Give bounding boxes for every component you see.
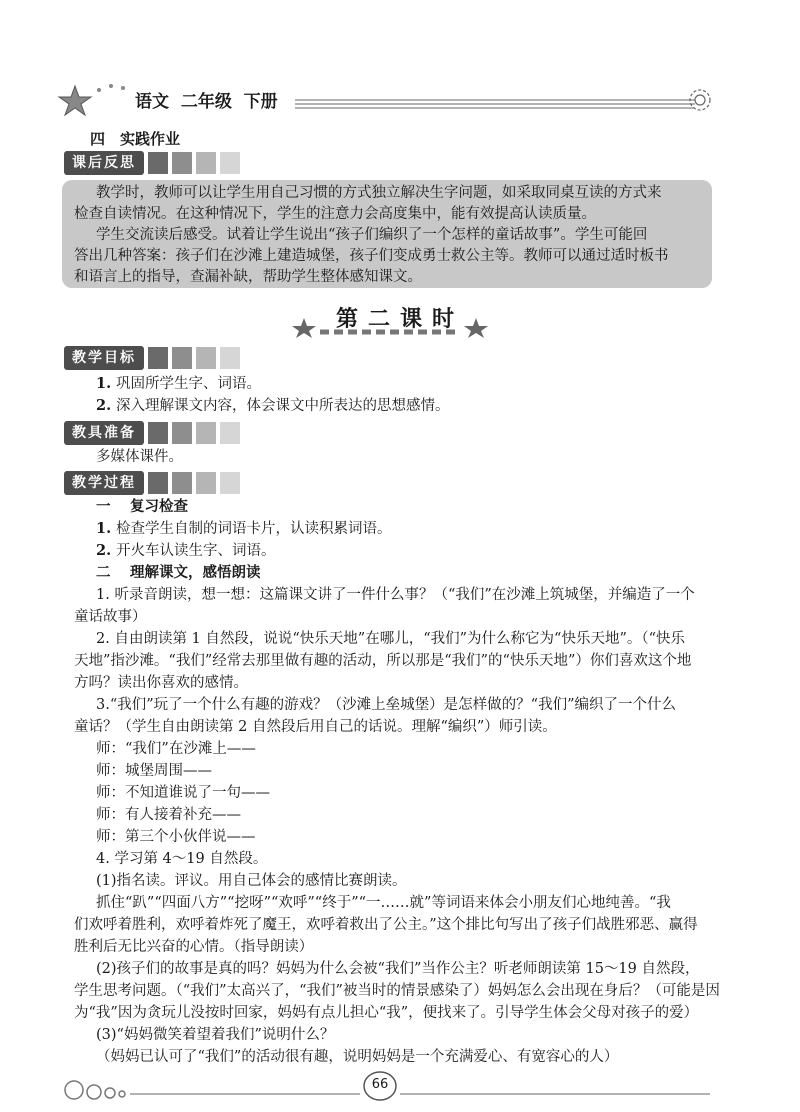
part-two-title: 理解课文，感悟朗读	[130, 564, 261, 581]
page-number: 66	[371, 1077, 389, 1092]
process-line: 2. 自由朗读第 1 自然段，说说“快乐天地”在哪儿，“我们”为什么称它为“快乐天地”。（“快乐	[96, 631, 686, 647]
process-line: 童话故事）	[74, 609, 147, 625]
process-line: 童话？（学生自由朗读第 2 自然段后用自己的话说。理解“编织”）师引读。	[74, 719, 557, 735]
reflection-line: 学生交流读后感受。试着让学生说出“孩子们编织了一个怎样的童话故事”。学生可能回	[96, 227, 648, 243]
process-line: 抓住“趴”“四面八方”“挖呀”“欢呼”“终于”“一……就”等词语来体会小朋友们心地纯善。“我	[96, 895, 671, 911]
process-line: (3)“妈妈微笑着望着我们”说明什么？	[96, 1027, 335, 1043]
process-line: (2)孩子们的故事是真的吗？妈妈为什么会被“我们”当作公主？听老师朗读第 15～19 自然段，	[96, 961, 700, 977]
process-line: 3.“我们”玩了一个什么有趣的游戏？（沙滩上垒城堡）是怎样做的？“我们”编织了一个什么	[96, 697, 676, 713]
tools-text: 多媒体课件。	[96, 449, 183, 465]
part-two-number: 二	[96, 564, 111, 581]
reflection-tag-label: 课后反思	[64, 151, 144, 175]
process-tag-label: 教学过程	[64, 471, 144, 495]
process-line: 师：不知道谁说了一句——	[96, 785, 270, 801]
part-one-item-text: 检查学生自制的词语卡片，认读积累词语。	[116, 521, 392, 537]
tools-tag	[64, 420, 240, 446]
process-line: 1. 听录音朗读，想一想：这篇课文讲了一件什么事？（“我们”在沙滩上筑城堡，并编造了一个	[96, 587, 695, 603]
part-one-title: 复习检查	[130, 498, 188, 515]
part-one-item-text: 开火车认读生字、词语。	[116, 543, 276, 559]
goals-tag	[64, 345, 240, 371]
process-line: 们欢呼着胜利，欢呼着炸死了魔王，欢呼着救出了公主。”这个排比句写出了孩子们战胜邪恶、赢得	[74, 917, 698, 933]
process-line: 为“我”因为贪玩儿没按时回家，妈妈有点儿担心“我”，便找来了。引导学生体会父母对孩子的爱）	[74, 1005, 699, 1021]
process-line: 学生思考问题。（“我们”太高兴了，“我们”被当时的情景感染了）妈妈怎么会出现在身后？（可能是因	[74, 983, 720, 999]
header-title: 语文 二年级 下册	[135, 92, 278, 112]
process-line: 师：“我们”在沙滩上——	[96, 741, 256, 757]
process-line: 天地”指沙滩。“我们”经常去那里做有趣的活动，所以那是“我们”的“快乐天地”）你们喜欢这个地	[74, 653, 692, 669]
goal-text: 深入理解课文内容，体会课文中所表达的思想感情。	[116, 398, 450, 414]
star-icon	[59, 86, 91, 115]
lesson-title-ornament	[290, 316, 490, 338]
goals-tag-label: 教学目标	[64, 346, 144, 370]
goal-number: 1.	[96, 375, 112, 392]
process-line: 方吗？读出你喜欢的感情。	[74, 675, 248, 691]
process-tag	[64, 470, 240, 496]
reflection-line: 和语言上的指导，查漏补缺，帮助学生整体感知课文。	[74, 269, 422, 285]
section-four-title: 实践作业	[120, 130, 181, 148]
process-line: 4. 学习第 4～19 自然段。	[96, 851, 268, 867]
process-line: 师：第三个小伙伴说——	[96, 829, 256, 845]
process-line: 师：有人接着补充——	[96, 807, 241, 823]
process-line: 师：城堡周围——	[96, 763, 212, 779]
goal-text: 巩固所学生字、词语。	[116, 376, 261, 392]
reflection-line: 教学时，教师可以让学生用自己习惯的方式独立解决生字问题，如采取同桌互读的方式来	[96, 185, 662, 201]
process-line: （妈妈已认可了“我们”的活动很有趣，说明妈妈是一个充满爱心、有宽容心的人）	[96, 1049, 619, 1065]
reflection-line: 检查自读情况。在这种情况下，学生的注意力会高度集中，能有效提高认读质量。	[74, 206, 596, 222]
lesson-title: 第二课时	[335, 307, 464, 332]
part-one-item-number: 2.	[96, 542, 112, 559]
reflection-tag	[64, 150, 240, 176]
section-four-number: 四	[90, 130, 106, 148]
process-line: (1)指名读。评议。用自己体会的感情比赛朗读。	[96, 873, 407, 889]
part-one-item-number: 1.	[96, 520, 112, 537]
tools-tag-label: 教具准备	[64, 421, 144, 445]
process-line: 胜利后无比兴奋的心情。（指导朗读）	[74, 939, 314, 955]
goal-number: 2.	[96, 397, 112, 414]
reflection-line: 答出几种答案：孩子们在沙滩上建造城堡，孩子们变成勇士救公主等。教师可以通过适时板书	[74, 248, 669, 264]
part-one-number: 一	[96, 498, 111, 515]
